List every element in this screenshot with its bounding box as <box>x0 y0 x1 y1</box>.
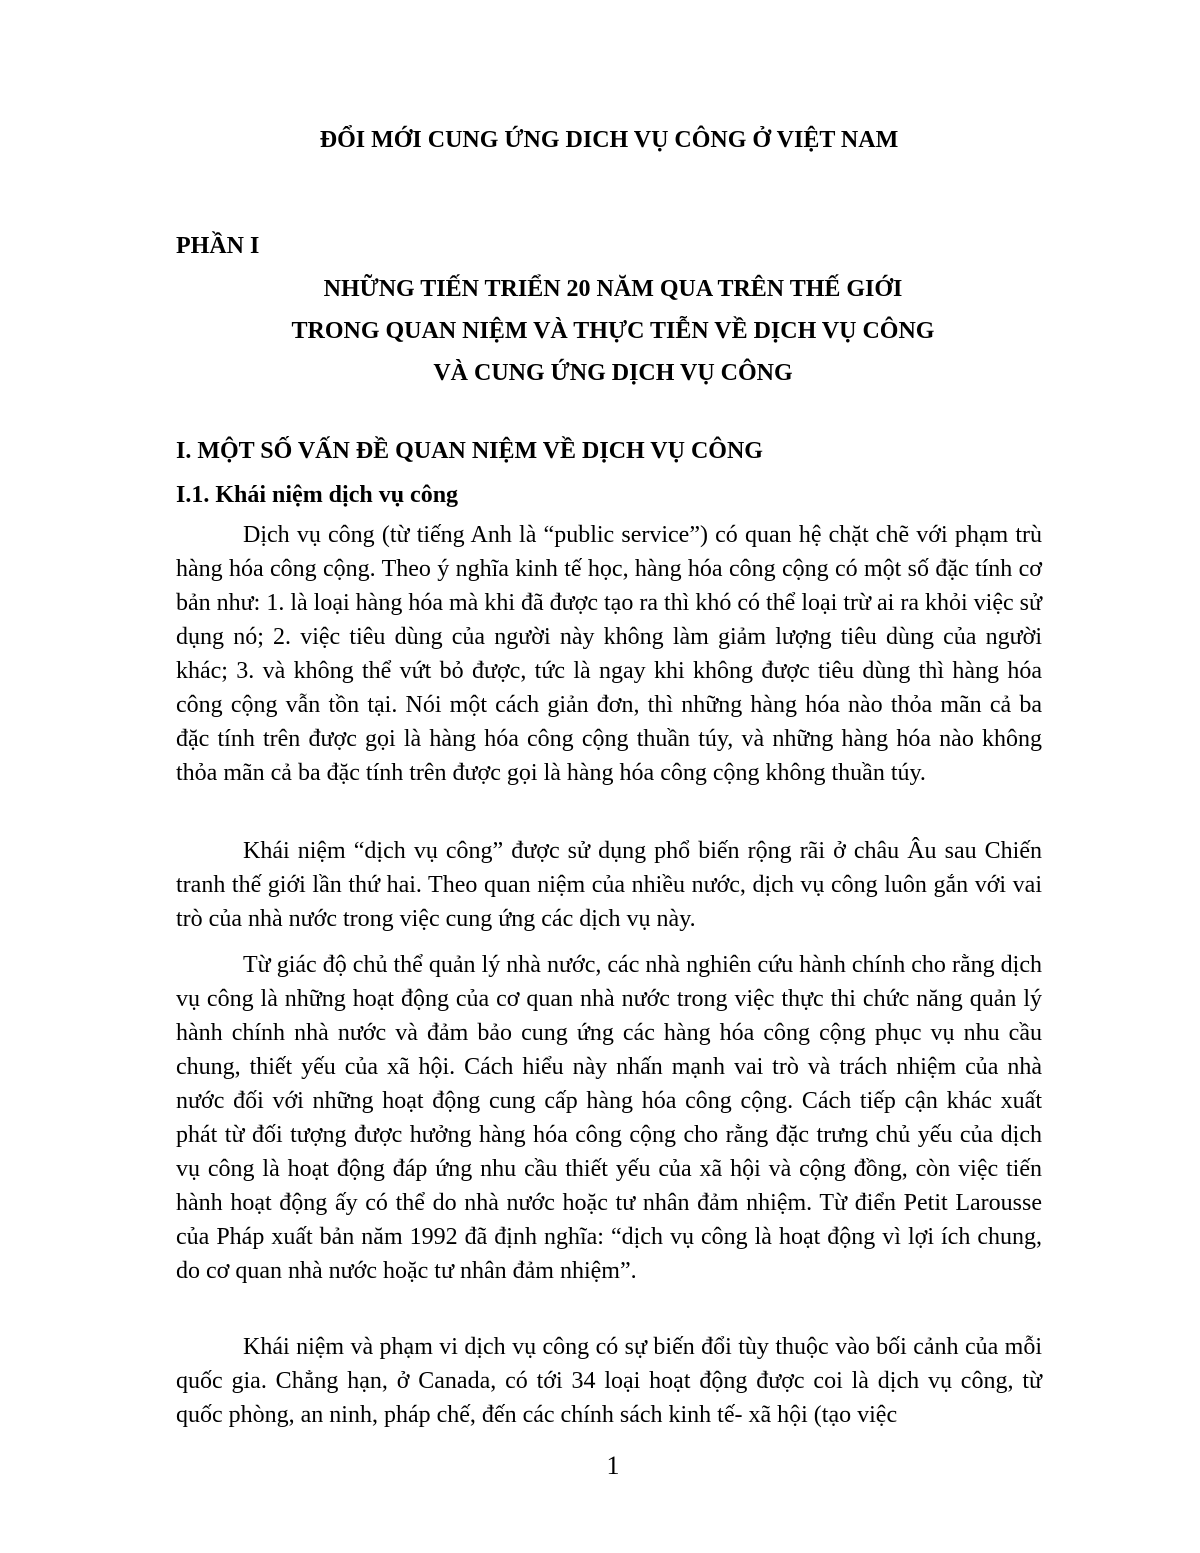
part-title <box>0 273 1200 399</box>
part-label: PHẦN I <box>176 233 260 259</box>
body-paragraph: Từ giác độ chủ thể quản lý nhà nước, các nhà nghiên cứu hành chính cho rằng dịch vụ công là những hoạt động của cơ quan nhà nước trong việc thực thi chức năng quản lý hành chính nhà nước và đảm bảo cung ứng các hàng hóa công cộng phục vụ nhu cầu chung, thiết yếu của xã hội. Cách hiểu này nhấn mạnh vai trò và trách nhiệm của nhà nước đối với những hoạt động cung cấp hàng hóa công cộng. Cách tiếp cận khác xuất phát từ đối tượng được hưởng hàng hóa công cộng cho rằng đặc trưng chủ yếu của dịch vụ công là hoạt động đáp ứng nhu cầu thiết yếu của xã hội và cộng đồng, còn việc tiến hành hoạt động ấy có thể do nhà nước hoặc tư nhân đảm nhiệm. Từ điển Petit Larousse của Pháp xuất bản năm 1992 đã định nghĩa: “dịch vụ công là hoạt động vì lợi ích chung, do cơ quan nhà nước hoặc tư nhân đảm nhiệm”. <box>176 952 1042 1284</box>
part-title-line: TRONG QUAN NIỆM VÀ THỰC TIỄN VỀ DỊCH VỤ CÔNG <box>291 318 935 344</box>
body-paragraph: Dịch vụ công (từ tiếng Anh là “public service”) có quan hệ chặt chẽ với phạm trù hàng hóa công cộng. Theo ý nghĩa kinh tế học, hàng hóa công cộng có một số đặc tính cơ bản như: 1. là loại hàng hóa mà khi đã được tạo ra thì khó có thể loại trừ ai ra khỏi việc sử dụng nó; 2. việc tiêu dùng của người này không làm giảm lượng tiêu dùng của người khác; 3. và không thể vứt bỏ được, tức là ngay khi không được tiêu dùng thì hàng hóa công cộng vẫn tồn tại. Nói một cách giản đơn, thì những hàng hóa nào thỏa mãn cả ba đặc tính trên được gọi là hàng hóa công cộng thuần túy, và những hàng hóa nào không thỏa mãn cả ba đặc tính trên được gọi là hàng hóa công cộng không thuần túy. <box>176 522 1042 786</box>
body-paragraph: Khái niệm “dịch vụ công” được sử dụng phổ biến rộng rãi ở châu Âu sau Chiến tranh thế giới lần thứ hai. Theo quan niệm của nhiều nước, dịch vụ công luôn gắn với vai trò của nhà nước trong việc cung ứng các dịch vụ này. <box>176 838 1042 932</box>
subsection-heading: I.1. Khái niệm dịch vụ công <box>176 482 459 508</box>
part-title-line: VÀ CUNG ỨNG DỊCH VỤ CÔNG <box>433 360 793 386</box>
page-number: 1 <box>606 1451 620 1480</box>
document-title: ĐỔI MỚI CUNG ỨNG DICH VỤ CÔNG Ở VIỆT NAM <box>319 127 899 153</box>
body-paragraph: Khái niệm và phạm vi dịch vụ công có sự biến đổi tùy thuộc vào bối cảnh của mỗi quốc gia. Chẳng hạn, ở Canada, có tới 34 loại hoạt động được coi là dịch vụ công, từ quốc phòng, an ninh, pháp chế, đến các chính sách kinh tế- xã hội (tạo việc <box>176 1334 1042 1428</box>
part-title-line: NHỮNG TIẾN TRIỂN 20 NĂM QUA TRÊN THẾ GIỚI <box>323 276 903 302</box>
section-heading: I. MỘT SỐ VẤN ĐỀ QUAN NIỆM VỀ DỊCH VỤ CÔNG <box>176 438 763 464</box>
